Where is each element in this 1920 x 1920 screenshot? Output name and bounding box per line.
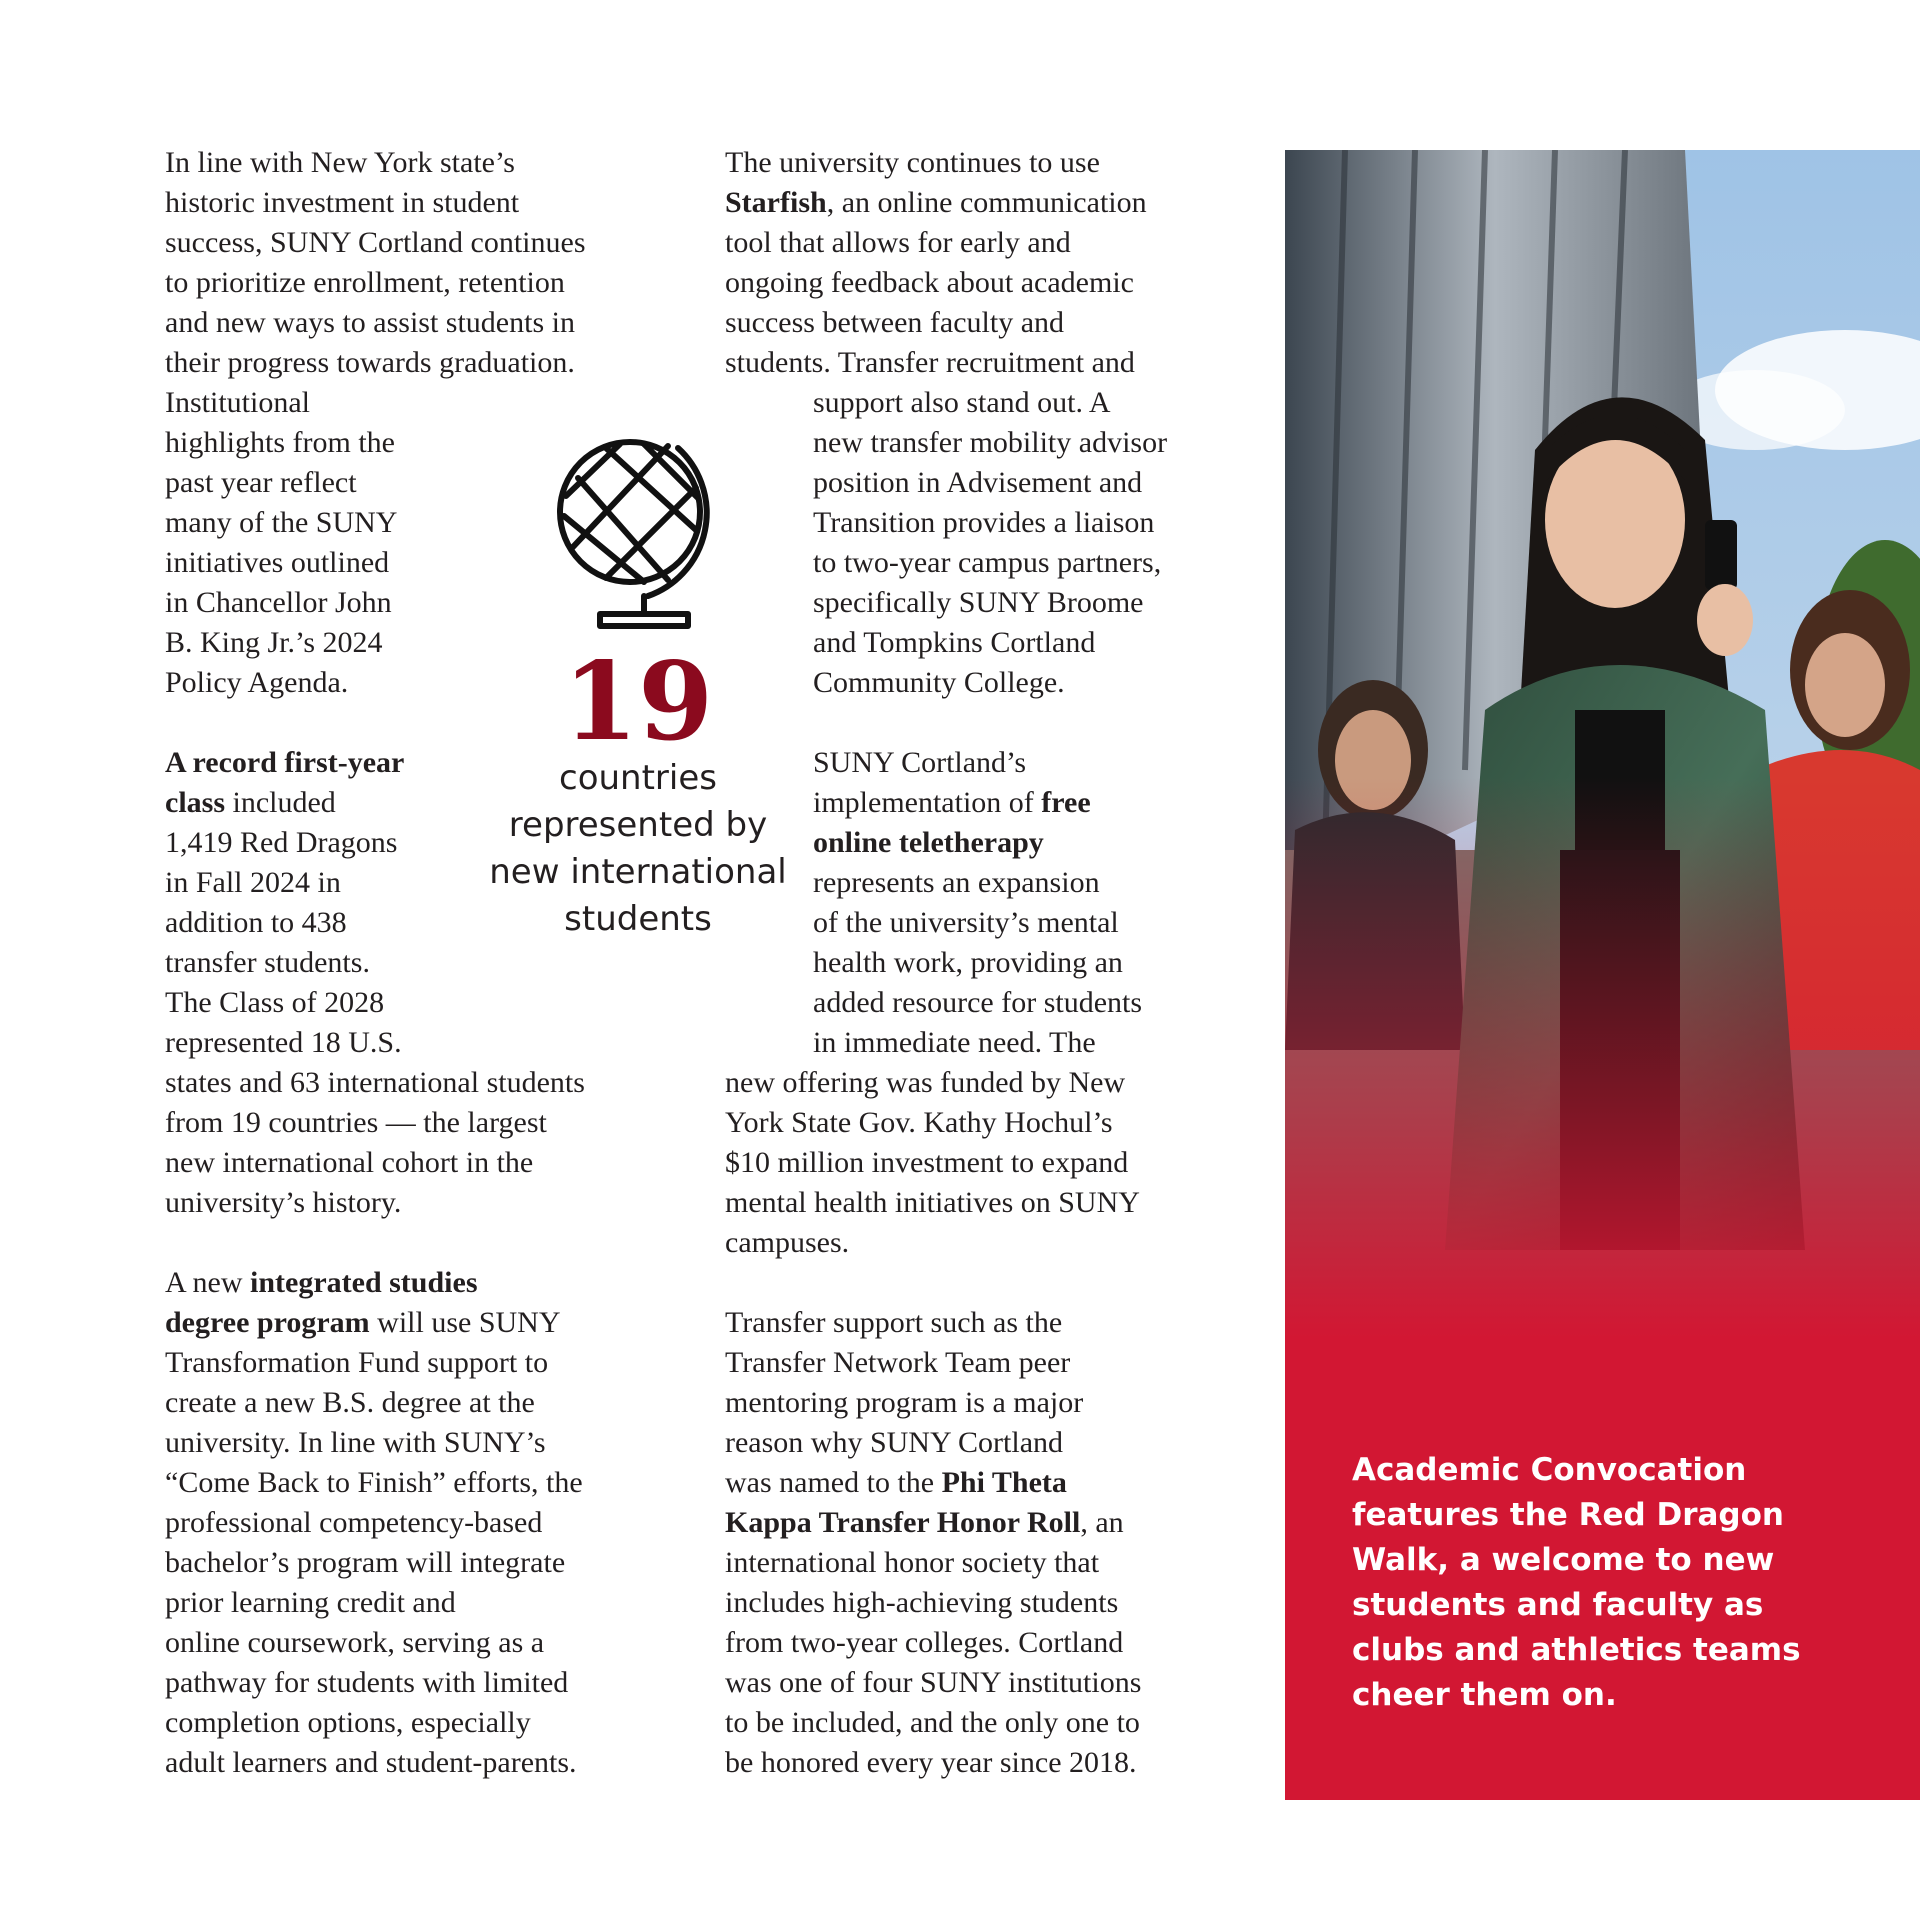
text-line: past year reflect: [165, 466, 357, 499]
text-line: university. In line with SUNY’s: [165, 1426, 546, 1459]
text-line: international honor society that: [725, 1546, 1100, 1579]
text-line: “Come Back to Finish” efforts, the: [165, 1466, 583, 1499]
text-line: bachelor’s program will integrate: [165, 1546, 566, 1579]
stat-number: 19: [562, 639, 714, 765]
text-line: Institutional: [165, 386, 310, 419]
stat-label-line: countries: [559, 758, 717, 798]
text-line: position in Advisement and: [813, 466, 1143, 499]
text-line: university’s history.: [165, 1186, 402, 1219]
text-line: includes high-achieving students: [725, 1586, 1119, 1619]
stat-label-line: students: [564, 899, 712, 939]
text-line: Transformation Fund support to: [165, 1346, 549, 1379]
text-line: The Class of 2028: [165, 986, 385, 1019]
text-line: transfer students.: [165, 946, 370, 979]
bold-phrase: integrated studies: [250, 1266, 478, 1299]
text-line: [725, 183, 1245, 223]
text-line: professional competency-based: [165, 1506, 543, 1539]
text-line: [725, 823, 1245, 863]
text-line: was one of four SUNY institutions: [725, 1666, 1142, 1699]
text-line: students. Transfer recruitment and: [725, 346, 1135, 379]
text-line: represents an expansion: [813, 866, 1100, 899]
text-line: tool that allows for early and: [725, 226, 1071, 259]
text-span: , an: [1080, 1506, 1124, 1539]
text-line: Transition provides a liaison: [813, 506, 1155, 539]
text-line: The university continues to use: [725, 146, 1100, 179]
text-line: and new ways to assist students in: [165, 306, 575, 339]
text-line: and Tompkins Cortland: [813, 626, 1096, 659]
bold-phrase: online teletherapy: [813, 826, 1044, 859]
text-line: Transfer Network Team peer: [725, 1346, 1071, 1379]
text-line: prior learning credit and: [165, 1586, 456, 1619]
text-line: success, SUNY Cortland continues: [165, 226, 586, 259]
text-line: of the university’s mental: [813, 906, 1119, 939]
text-line: their progress towards graduation.: [165, 346, 575, 379]
photo-caption: [1352, 1448, 1892, 1718]
text-line: In line with New York state’s: [165, 146, 515, 179]
text-line: specifically SUNY Broome: [813, 586, 1144, 619]
text-line: online coursework, serving as a: [165, 1626, 545, 1659]
text-line: York State Gov. Kathy Hochul’s: [725, 1106, 1113, 1139]
globe-icon: [548, 432, 728, 632]
left-column: [165, 143, 685, 1783]
text-line: mental health initiatives on SUNY: [725, 1186, 1140, 1219]
text-line: from 19 countries — the largest: [165, 1106, 547, 1139]
text-line: in Fall 2024 in: [165, 866, 341, 899]
text-line: [725, 1463, 1245, 1503]
text-span: implementation of: [813, 786, 1042, 819]
starfish-paragraph: [725, 143, 1245, 703]
text-line: represented 18 U.S.: [165, 1026, 402, 1059]
caption-line: students and faculty as: [1352, 1587, 1764, 1623]
caption-line: Academic Convocation: [1352, 1452, 1747, 1488]
text-line: new offering was funded by New: [725, 1066, 1126, 1099]
text-line: many of the SUNY: [165, 506, 398, 539]
caption-line: Walk, a welcome to new: [1352, 1542, 1775, 1578]
text-span: included: [225, 786, 336, 819]
text-span: , an online communication: [826, 186, 1147, 219]
text-line: initiatives outlined: [165, 546, 390, 579]
countries-stat-callout: [488, 432, 788, 943]
text-line: historic investment in student: [165, 186, 520, 219]
text-line: added resource for students: [813, 986, 1143, 1019]
text-line: to be included, and the only one to: [725, 1706, 1140, 1739]
text-line: $10 million investment to expand: [725, 1146, 1129, 1179]
text-line: in Chancellor John: [165, 586, 392, 619]
text-line: new international cohort in the: [165, 1146, 534, 1179]
text-span: was named to the: [725, 1466, 942, 1499]
text-line: to two-year campus partners,: [813, 546, 1162, 579]
bold-phrase: degree program: [165, 1306, 370, 1339]
text-line: success between faculty and: [725, 306, 1065, 339]
text-span: A new: [165, 1266, 250, 1299]
text-line: [725, 783, 1245, 823]
text-line: SUNY Cortland’s: [813, 746, 1027, 779]
text-line: to prioritize enrollment, retention: [165, 266, 565, 299]
text-line: [725, 1503, 1245, 1543]
text-line: ongoing feedback about academic: [725, 266, 1134, 299]
text-line: support also stand out. A: [813, 386, 1111, 419]
stat-label-line: represented by: [508, 805, 768, 845]
text-span: will use SUNY: [369, 1306, 561, 1339]
bold-phrase: class: [165, 786, 225, 819]
text-line: Transfer support such as the: [725, 1306, 1063, 1339]
text-line: mentoring program is a major: [725, 1386, 1084, 1419]
caption-line: features the Red Dragon: [1352, 1497, 1784, 1533]
text-line: states and 63 international students: [165, 1066, 585, 1099]
middle-column: [725, 143, 1245, 1783]
bold-phrase: free: [1041, 786, 1091, 819]
text-line: campuses.: [725, 1226, 850, 1259]
text-line: create a new B.S. degree at the: [165, 1386, 535, 1419]
teletherapy-paragraph: [725, 743, 1245, 1263]
text-line: Policy Agenda.: [165, 666, 349, 699]
bold-phrase: Kappa Transfer Honor Roll: [725, 1506, 1081, 1539]
bold-phrase: Starfish: [725, 186, 827, 219]
text-line: addition to 438: [165, 906, 347, 939]
text-line: highlights from the: [165, 426, 395, 459]
stat-label: [488, 755, 788, 943]
text-line: new transfer mobility advisor: [813, 426, 1168, 459]
text-line: Community College.: [813, 666, 1065, 699]
integrated-studies-paragraph: [165, 1263, 685, 1783]
text-line: reason why SUNY Cortland: [725, 1426, 1064, 1459]
text-line: [165, 1263, 685, 1303]
text-line: completion options, especially: [165, 1706, 531, 1739]
text-line: [165, 1303, 685, 1343]
text-line: be honored every year since 2018.: [725, 1746, 1137, 1779]
text-line: 1,419 Red Dragons: [165, 826, 398, 859]
text-line: in immediate need. The: [813, 1026, 1096, 1059]
text-line: health work, providing an: [813, 946, 1123, 979]
text-line: adult learners and student-parents.: [165, 1746, 577, 1779]
bold-phrase: A record first-year: [165, 746, 405, 779]
caption-line: clubs and athletics teams: [1352, 1632, 1801, 1668]
text-line: from two-year colleges. Cortland: [725, 1626, 1124, 1659]
bold-phrase: Phi Theta: [941, 1466, 1067, 1499]
stat-label-line: new international: [489, 852, 787, 892]
text-line: pathway for students with limited: [165, 1666, 569, 1699]
text-line: B. King Jr.’s 2024: [165, 626, 383, 659]
transfer-honor-paragraph: [725, 1303, 1245, 1783]
caption-line: cheer them on.: [1352, 1677, 1617, 1713]
